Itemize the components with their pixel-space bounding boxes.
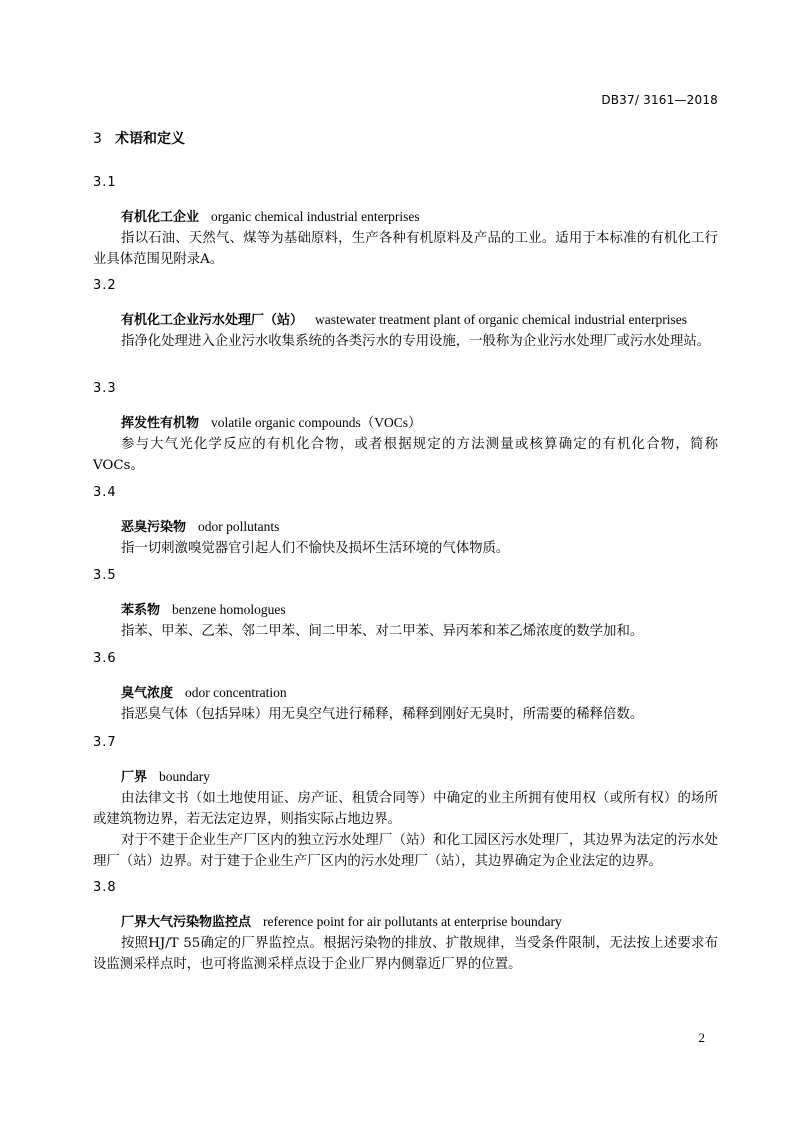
clause-number: 3.2 [93, 278, 117, 293]
section-heading [93, 128, 185, 148]
term-definition: 按照HJ/T 55确定的厂界监控点。根据污染物的排放、扩散规律，当受条件限制，无法按上述要求布设监测采样点时，也可将监测采样点设于企业厂界内侧靠近厂界的位置。 [93, 936, 718, 972]
term-chinese: 有机化工企业 [121, 210, 200, 225]
page-number: 2 [698, 1030, 705, 1045]
term-heading [93, 309, 718, 331]
term-clause-3-4 [93, 482, 718, 559]
section-number: 3 [93, 131, 102, 147]
term-definition: 指苯、甲苯、乙苯、邻二甲苯、间二甲苯、对二甲苯、异丙苯和苯乙烯浓度的数学加和。 [121, 624, 644, 639]
document-code: DB37/ 3161—2018 [601, 93, 718, 107]
clause-number: 3.5 [93, 568, 117, 583]
term-english: wastewater treatment plant of organic chemical industrial enterprises [315, 312, 687, 327]
term-english: benzene homologues [172, 602, 286, 617]
term-clause-3-7 [93, 732, 718, 872]
term-clause-3-5 [93, 565, 718, 642]
term-clause-3-1 [93, 172, 718, 270]
term-clause-3-8 [93, 877, 718, 975]
term-heading [93, 599, 718, 621]
term-english: odor concentration [185, 685, 287, 700]
term-chinese: 苯系物 [121, 603, 161, 618]
clause-number: 3.8 [93, 880, 117, 895]
term-definition: 由法律文书（如土地使用证、房产证、租赁合同等）中确定的业主所拥有使用权（或所有权）的场所或建筑物边界，若无法定边界，则指实际占地边界。 [93, 791, 718, 827]
term-english: odor pollutants [198, 519, 280, 534]
term-chinese: 恶臭污染物 [121, 520, 187, 535]
section-title-text: 术语和定义 [115, 131, 185, 147]
term-clause-3-3 [93, 378, 718, 476]
term-chinese: 臭气浓度 [121, 686, 174, 701]
clause-number: 3.1 [93, 175, 117, 190]
term-definition: 指以石油、天然气、煤等为基础原料，生产各种有机原料及产品的工业。适用于本标准的有机化工行业具体范围见附录A。 [93, 231, 718, 267]
term-heading [93, 682, 718, 704]
clause-number: 3.4 [93, 485, 117, 500]
clause-number: 3.3 [93, 381, 117, 396]
term-heading [93, 911, 718, 933]
term-heading [93, 206, 718, 228]
term-english: boundary [159, 769, 211, 784]
term-definition: 指净化处理进入企业污水收集系统的各类污水的专用设施，一般称为企业污水处理厂或污水处理站。 [121, 334, 711, 349]
term-chinese: 厂界大气污染物监控点 [121, 915, 252, 930]
term-clause-3-2 [93, 275, 718, 352]
term-english: organic chemical industrial enterprises [211, 209, 420, 224]
term-definition: 对于不建于企业生产厂区内的独立污水处理厂（站）和化工园区污水处理厂，其边界为法定的污水处理厂（站）边界。对于建于企业生产厂区内的污水处理厂（站），其边界确定为企业法定的边界。 [93, 833, 718, 869]
term-heading [93, 516, 718, 538]
term-chinese: 厂界 [121, 770, 148, 785]
clause-number: 3.7 [93, 735, 117, 750]
term-chinese: 挥发性有机物 [121, 416, 200, 431]
term-english: volatile organic compounds（VOCs） [211, 415, 422, 430]
term-definition: 指一切刺激嗅觉器官引起人们不愉快及损坏生活环境的气体物质。 [121, 541, 510, 556]
term-definition: 参与大气光化学反应的有机化合物，或者根据规定的方法测量或核算确定的有机化合物，简称VOCs。 [93, 437, 718, 473]
term-heading [93, 412, 718, 434]
term-clause-3-6 [93, 648, 718, 725]
term-heading [93, 766, 718, 788]
term-chinese: 有机化工企业污水处理厂（站） [121, 313, 304, 328]
clause-number: 3.6 [93, 651, 117, 666]
term-english: reference point for air pollutants at enterprise boundary [263, 914, 562, 929]
term-definition: 指恶臭气体（包括异味）用无臭空气进行稀释，稀释到刚好无臭时，所需要的稀释倍数。 [121, 707, 644, 722]
